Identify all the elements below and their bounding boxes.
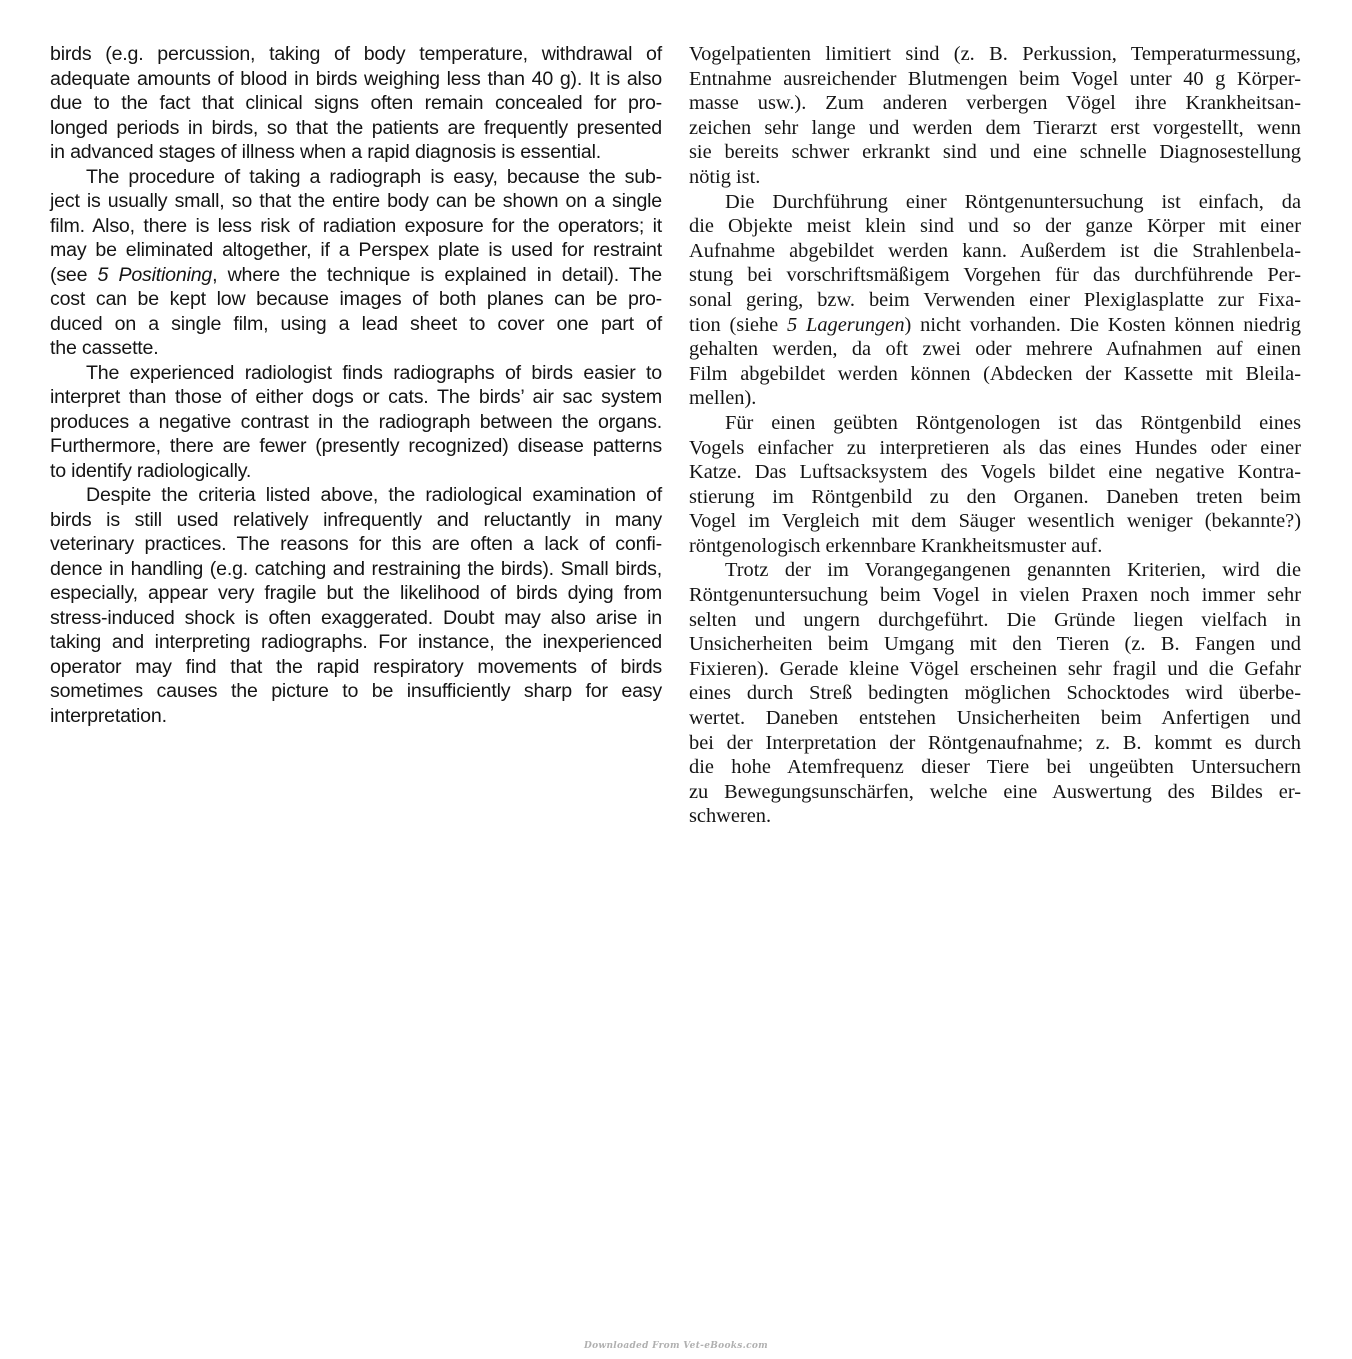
english-text-line: birds is still used relatively infrequently and reluctantly in many: [50, 508, 662, 531]
section-reference: 5 Positioning: [97, 263, 213, 286]
english-text-line: (see 5 Positioning, where the technique is explained in detail). The: [50, 263, 662, 286]
english-text-line: veterinary practices. The reasons for this are often a lack of confi-: [50, 533, 662, 555]
english-text-line: adequate amounts of blood in birds weighing less than 40 g). It is also: [50, 67, 662, 90]
german-text-line: nötig ist.: [689, 165, 761, 188]
english-text-line: longed periods in birds, so that the patients are frequently presented: [50, 116, 662, 139]
german-text-line: Unsicherheiten beim Umgang mit den Tieren (z. B. Fangen und: [689, 633, 1301, 656]
english-text-line: interpretation.: [50, 704, 167, 727]
german-text-line: Vogelpatienten limitiert sind (z. B. Perkussion, Temperaturmessung,: [689, 43, 1301, 65]
german-text-line: Katze. Das Luftsacksystem des Vogels bildet eine negative Kontra-: [689, 461, 1301, 484]
english-text-line: in advanced stages of illness when a rapid diagnosis is essential.: [50, 141, 602, 163]
german-text-line: mellen).: [689, 387, 757, 410]
download-watermark: Downloaded From Vet-eBooks.com: [584, 1341, 768, 1351]
german-text-line: Vogel im Vergleich mit dem Säuger wesentlich weniger (bekannte?): [689, 510, 1301, 533]
german-text-line: tion (siehe 5 Lagerungen) nicht vorhanden. Die Kosten können niedrig: [689, 313, 1302, 336]
german-text-line: Fixieren). Gerade kleine Vögel erscheinen sehr fragil und die Gefahr: [689, 657, 1301, 680]
english-text-line: cost can be kept low because images of both planes can be pro-: [50, 288, 662, 310]
german-text-line: sie bereits schwer erkrankt sind und eine schnelle Diagnosestellung: [689, 141, 1301, 164]
german-text-line: zeichen sehr lange und werden dem Tierarzt erst vorgestellt, wenn: [689, 116, 1301, 139]
english-text-line: interpret than those of either dogs or cats. The birds’ air sac system: [50, 386, 662, 408]
german-text-line: gehalten werden, da oft zwei oder mehrere Aufnahmen auf einen: [689, 338, 1301, 361]
english-text-line: may be eliminated altogether, if a Perspex plate is used for restraint: [50, 239, 662, 261]
german-text-line: Für einen geübten Röntgenologen ist das Röntgenbild eines: [725, 411, 1301, 434]
english-text-line: due to the fact that clinical signs often remain concealed for pro-: [50, 92, 662, 114]
english-column: [50, 42, 662, 728]
german-text-line: Entnahme ausreichender Blutmengen beim Vogel unter 40 g Körper-: [689, 67, 1301, 90]
german-column: [689, 42, 1301, 829]
german-text-line: selten und ungern durchgeführt. Die Gründe liegen vielfach in: [689, 608, 1301, 631]
german-text-line: eines durch Streß bedingten möglichen Schocktodes wird überbe-: [689, 682, 1301, 705]
english-text-line: film. Also, there is less risk of radiation exposure for the operators; it: [50, 214, 662, 237]
english-text-line: operator may find that the rapid respiratory movements of birds: [50, 655, 662, 678]
english-text-line: The procedure of taking a radiograph is easy, because the sub-: [86, 165, 662, 188]
german-text-line: die hohe Atemfrequenz dieser Tiere bei ungeübten Untersuchern: [689, 756, 1301, 779]
english-text-line: taking and interpreting radiographs. For instance, the inexperienced: [50, 631, 662, 653]
english-text-line: to identify radiologically.: [50, 459, 252, 482]
german-text-line: zu Bewegungsunschärfen, welche eine Auswertung des Bildes er-: [689, 780, 1301, 803]
german-text-line: stierung im Röntgenbild zu den Organen. Daneben treten beim: [689, 485, 1301, 508]
german-text-line: die Objekte meist klein sind und so der ganze Körper mit einer: [689, 215, 1301, 238]
english-text-line: dence in handling (e.g. catching and restraining the birds). Small birds,: [50, 557, 662, 580]
english-text-line: birds (e.g. percussion, taking of body temperature, withdrawal of: [50, 43, 662, 65]
german-text-line: bei der Interpretation der Röntgenaufnahme; z. B. kommt es durch: [689, 731, 1301, 754]
german-text-line: schweren.: [689, 805, 772, 828]
german-text-line: Film abgebildet werden können (Abdecken der Kassette mit Bleila-: [689, 362, 1301, 385]
english-text-line: the cassette.: [50, 337, 159, 359]
german-text-line: Aufnahme abgebildet werden kann. Außerdem ist die Strahlenbela-: [689, 239, 1301, 262]
german-text-line: Die Durchführung einer Röntgenuntersuchung ist einfach, da: [725, 190, 1301, 213]
section-reference: 5 Lagerungen: [787, 313, 905, 336]
english-text-line: duced on a single film, using a lead sheet to cover one part of: [50, 312, 662, 335]
english-text-line: Despite the criteria listed above, the radiological examination of: [86, 484, 662, 506]
german-text-line: masse usw.). Zum anderen verbergen Vögel ihre Krankheitsan-: [689, 92, 1301, 115]
english-text-line: especially, appear very fragile but the likelihood of birds dying from: [50, 582, 662, 604]
german-text-line: Röntgenuntersuchung beim Vogel in vielen Praxen noch immer sehr: [689, 584, 1301, 607]
english-text-line: The experienced radiologist finds radiographs of birds easier to: [86, 361, 662, 384]
german-text-line: röntgenologisch erkennbare Krankheitsmuster auf.: [689, 534, 1103, 557]
english-text-line: sometimes causes the picture to be insufficiently sharp for easy: [50, 680, 662, 702]
german-text-line: sonal gering, bzw. beim Verwenden einer Plexiglasplatte zur Fixa-: [689, 288, 1301, 311]
english-text-line: ject is usually small, so that the entire body can be shown on a single: [50, 190, 662, 212]
german-text-line: wertet. Daneben entstehen Unsicherheiten beim Anfertigen und: [689, 707, 1301, 730]
english-text-line: produces a negative contrast in the radiograph between the organs.: [50, 410, 662, 433]
german-text-line: Trotz der im Vorangegangenen genannten Kriterien, wird die: [725, 559, 1301, 582]
english-text-line: Furthermore, there are fewer (presently recognized) disease patterns: [50, 435, 662, 457]
german-text-line: Vogels einfacher zu interpretieren als das eines Hundes oder einer: [689, 436, 1301, 459]
english-text-line: stress-induced shock is often exaggerated. Doubt may also arise in: [50, 606, 662, 629]
german-text-line: stung bei vorschriftsmäßigem Vorgehen für das durchführende Per-: [689, 264, 1301, 287]
